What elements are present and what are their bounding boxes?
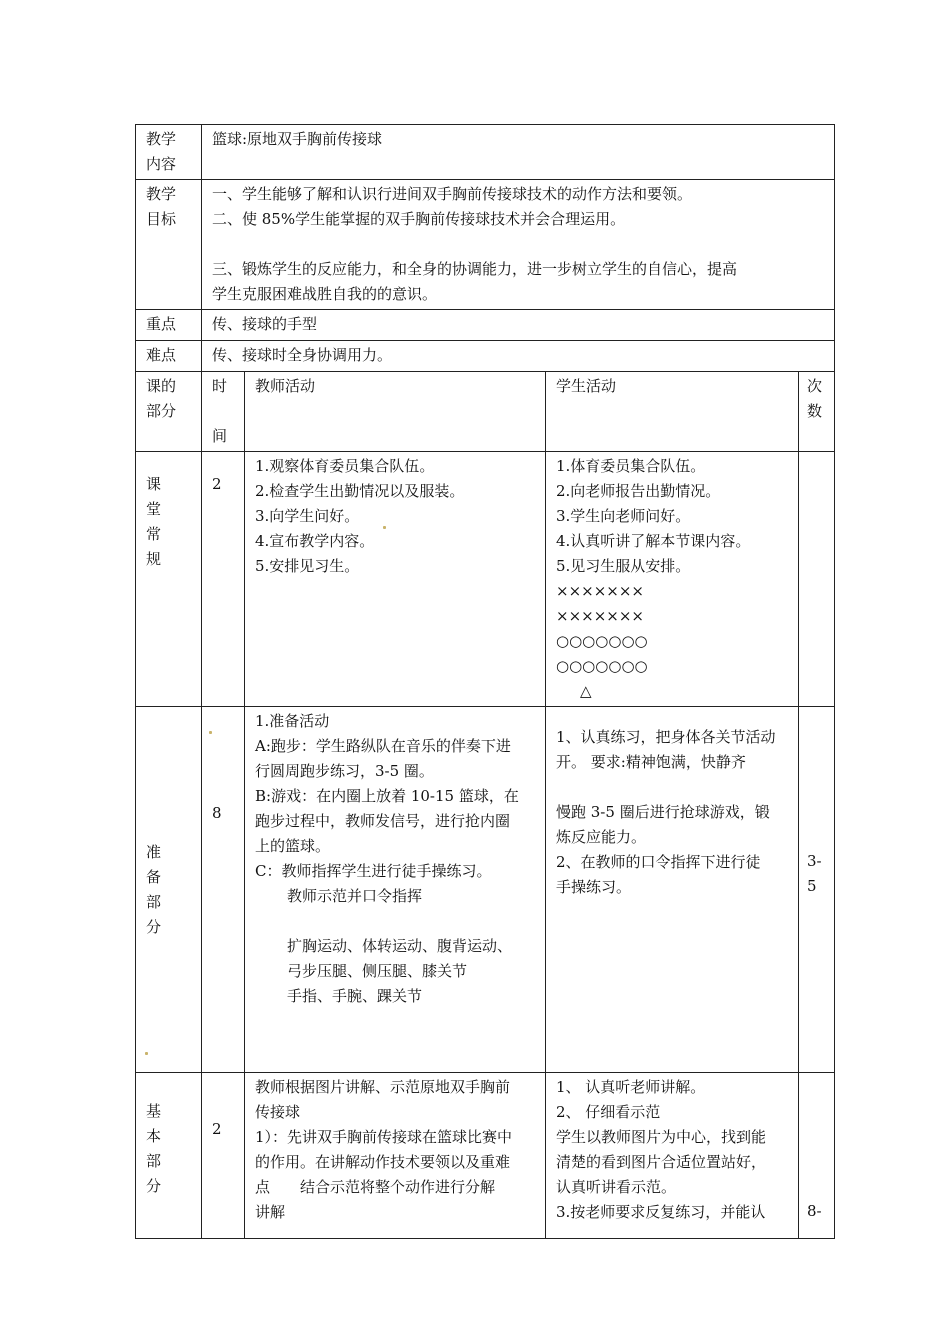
goals-value: 一、学生能够了解和认识行进间双手胸前传接球技术的动作方法和要领。 二、使 85%学生能掌握的双手胸前传接球技术并会合理运用。 三、锻炼学生的反应能力，和全身的协调能力，进一步树立学生的自信心，提高 学生克服困难战胜自我的的意识。: [202, 180, 835, 310]
warmup-student: 1、认真练习，把身体各关节活动 开。 要求:精神饱满，快静齐 慢跑 3-5 圈后进行抢球游戏，锻 炼反应能力。 2、在教师的口令指挥下进行徒 手操练习。: [546, 707, 799, 1073]
difficulty-value: 传、接球时全身协调用力。: [202, 341, 835, 372]
routine-part: 课 堂 常 规: [136, 452, 202, 707]
routine-student: 1.体育委员集合队伍。 2.向老师报告出勤情况。 3.学生向老师问好。 4.认真听讲了解本节课内容。 5.见习生服从安排。 ××××××× ××××××× ○○○○○○○ ○○○○○○○ △: [546, 452, 799, 707]
lesson-plan-table: [135, 124, 835, 1239]
row-difficulty: [136, 341, 835, 372]
main-part: 基 本 部 分: [136, 1073, 202, 1239]
scan-speck: [145, 1052, 148, 1055]
teacher-position: △: [580, 682, 592, 700]
header-part: 课的 部分: [136, 372, 202, 452]
routine-count: [799, 452, 835, 707]
warmup-count: 3- 5: [799, 707, 835, 1073]
formation-row: ○○○○○○○: [556, 632, 648, 650]
formation-row: ×××××××: [556, 582, 644, 600]
row-header: [136, 372, 835, 452]
key-label: 重点: [136, 310, 202, 341]
header-teacher: 教师活动: [245, 372, 546, 452]
section-main: [136, 1073, 835, 1239]
key-value: 传、接球的手型: [202, 310, 835, 341]
section-routine: [136, 452, 835, 707]
routine-teacher: 1.观察体育委员集合队伍。 2.检查学生出勤情况以及服装。 3.向学生问好。 4.宣布教学内容。 5.安排见习生。: [245, 452, 546, 707]
header-count: 次 数: [799, 372, 835, 452]
main-student: 1、 认真听老师讲解。 2、 仔细看示范 学生以教师图片为中心，找到能 清楚的看到图片合适位置站好， 认真听讲看示范。 3.按老师要求反复练习，并能认: [546, 1073, 799, 1239]
goals-label: 教学 目标: [136, 180, 202, 310]
formation-row: ○○○○○○○: [556, 657, 648, 675]
row-key: [136, 310, 835, 341]
warmup-part: 准 备 部 分: [136, 707, 202, 1073]
main-time: 2: [202, 1073, 245, 1239]
scan-speck: [209, 731, 212, 734]
section-warmup: [136, 707, 835, 1073]
row-content: [136, 125, 835, 180]
difficulty-label: 难点: [136, 341, 202, 372]
row-goals: [136, 180, 835, 310]
header-student: 学生活动: [546, 372, 799, 452]
content-value: 篮球:原地双手胸前传接球: [202, 125, 835, 180]
warmup-time: 8: [202, 707, 245, 1073]
main-teacher: 教师根据图片讲解、示范原地双手胸前 传接球 1）：先讲双手胸前传接球在篮球比赛中 的作用。在讲解动作技术要领以及重难 点 结合示范将整个动作进行分解 讲解: [245, 1073, 546, 1239]
formation-row: ×××××××: [556, 607, 644, 625]
header-time: 时 间: [202, 372, 245, 452]
main-count: 8-: [799, 1073, 835, 1239]
routine-time: 2: [202, 452, 245, 707]
warmup-teacher: 1.准备活动 A:跑步：学生路纵队在音乐的伴奏下进 行圆周跑步练习，3-5 圈。 B:游戏：在内圈上放着 10-15 篮球，在 跑步过程中，教师发信号，进行抢内圈 上的篮球。 C：教师指挥学生进行徒手操练习。 教师示范并口令指挥 扩胸运动、体转运动、腹背运动、 弓步压腿、侧压腿、膝关节 手指、手腕、踝关节: [245, 707, 546, 1073]
scan-speck: [383, 526, 386, 529]
content-label: 教学 内容: [136, 125, 202, 180]
